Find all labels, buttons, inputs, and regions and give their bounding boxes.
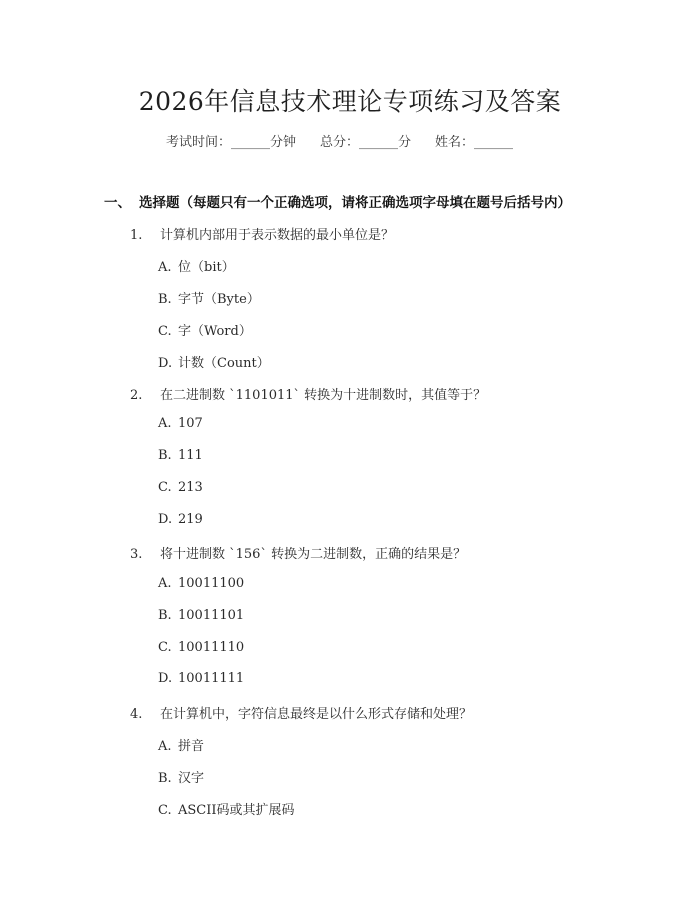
option-2b <box>158 448 203 463</box>
option-text: 219 <box>178 512 203 527</box>
option-3b <box>158 608 244 623</box>
question-1 <box>130 224 394 243</box>
option-text: 111 <box>178 448 203 463</box>
question-text: 计算机内部用于表示数据的最小单位是？ <box>160 228 395 243</box>
option-letter: B. <box>158 608 172 623</box>
option-letter: B. <box>158 292 172 307</box>
exam-time: 考试时间：______分钟 <box>166 135 297 150</box>
option-3c <box>158 640 244 655</box>
option-letter: C. <box>158 640 172 655</box>
question-text: 在计算机中，字符信息最终是以什么形式存储和处理？ <box>160 707 473 722</box>
option-letter: B. <box>158 771 172 786</box>
option-4b <box>158 767 204 786</box>
option-text: 计数（Count） <box>178 356 270 371</box>
option-1b <box>158 288 260 307</box>
option-2c <box>158 480 203 495</box>
option-letter: C. <box>158 324 172 339</box>
exam-name: 姓名：______ <box>435 135 514 150</box>
option-text: 213 <box>178 480 203 495</box>
exam-total-score: 总分：______分 <box>320 135 412 150</box>
option-letter: B. <box>158 448 172 463</box>
question-2 <box>130 384 486 403</box>
option-letter: D. <box>158 512 173 527</box>
option-3a <box>158 576 244 591</box>
option-4a <box>158 735 204 754</box>
option-letter: D. <box>158 671 173 686</box>
option-text: ASCII码或其扩展码 <box>178 803 295 818</box>
option-letter: C. <box>158 803 172 818</box>
option-text: 拼音 <box>178 739 205 754</box>
question-3 <box>130 543 466 562</box>
option-text: 10011101 <box>178 608 245 623</box>
page-title: 2026年信息技术理论专项练习及答案 <box>138 87 562 116</box>
option-text: 107 <box>178 416 203 431</box>
option-letter: A. <box>158 416 172 431</box>
question-text: 在二进制数 `1101011` 转换为十进制数时，其值等于？ <box>160 388 487 403</box>
option-text: 汉字 <box>178 771 205 786</box>
option-text: 字节（Byte） <box>178 292 260 307</box>
option-2d <box>158 512 203 527</box>
section-title: 选择题（每题只有一个正确选项，请将正确选项字母填在题号后括号内） <box>139 195 571 211</box>
section-number: 一、 <box>104 195 131 211</box>
option-text: 10011100 <box>178 576 245 591</box>
option-text: 10011110 <box>178 640 245 655</box>
question-number: 1. <box>130 228 143 243</box>
question-number: 2. <box>130 388 143 403</box>
option-letter: A. <box>158 576 172 591</box>
question-number: 4. <box>130 707 143 722</box>
option-3d <box>158 671 244 686</box>
option-1d <box>158 352 270 371</box>
option-text: 10011111 <box>178 671 245 686</box>
option-1c <box>158 320 252 339</box>
option-2a <box>158 416 203 431</box>
option-4c <box>158 799 295 818</box>
option-letter: A. <box>158 260 172 275</box>
exam-info <box>166 131 513 150</box>
option-text: 位（bit） <box>178 260 235 275</box>
question-text: 将十进制数 `156` 转换为二进制数，正确的结果是？ <box>160 547 467 562</box>
option-letter: C. <box>158 480 172 495</box>
option-1a <box>158 256 235 275</box>
option-text: 字（Word） <box>178 324 252 339</box>
question-4 <box>130 703 472 722</box>
option-letter: D. <box>158 356 173 371</box>
question-number: 3. <box>130 547 143 562</box>
option-letter: A. <box>158 739 172 754</box>
section-heading <box>104 191 571 211</box>
